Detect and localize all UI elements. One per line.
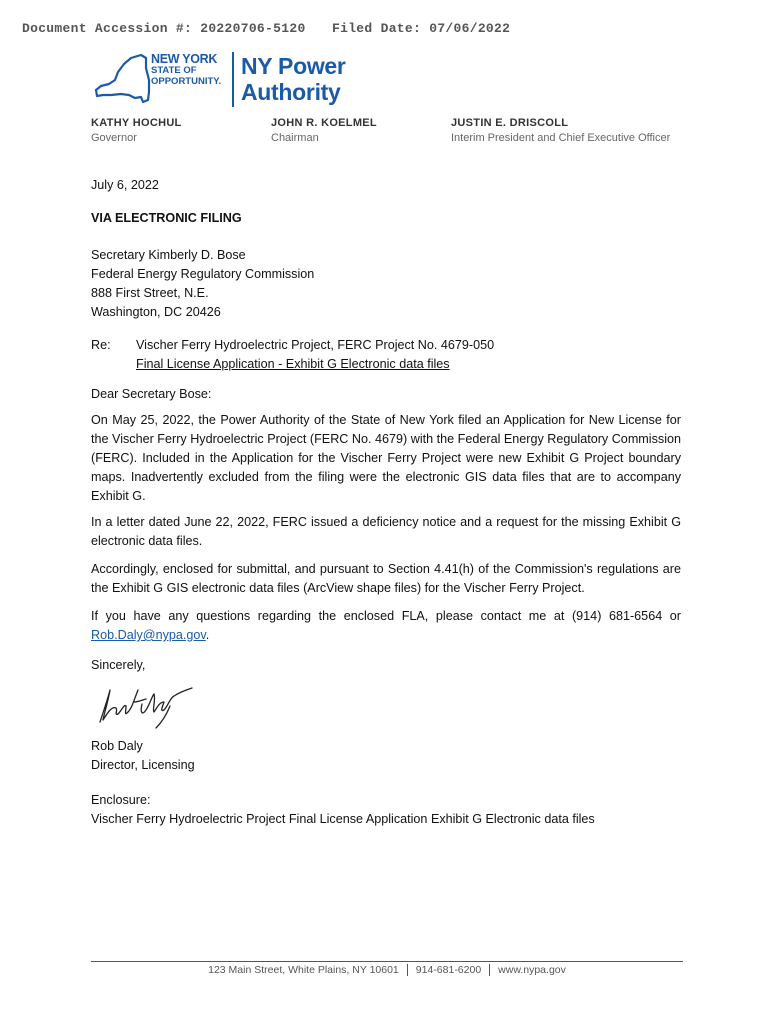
address-line: Washington, DC 20426 [91,305,221,319]
official-title: Governor [91,132,137,144]
state-tagline-line3: OPPORTUNITY. [151,76,222,87]
paragraph-3: Accordingly, enclosed for submittal, and pursuant to Section 4.41(h) of the Commission's regulations are the Exhibit G GIS electronic data files (ArcView shape files) for the Vischer Ferry Project. [91,562,681,595]
paragraph-2: In a letter dated June 22, 2022, FERC issued a deficiency notice and a request for the missing Exhibit G electronic data files. [91,515,681,548]
state-tagline-line2: STATE OF [151,65,197,76]
signature-image [94,680,204,730]
re-label: Re: [91,338,111,352]
re-block [91,336,681,374]
re-subject: Vischer Ferry Hydroelectric Project, FERC Project No. 4679-050 [136,338,495,352]
official-title: Interim President and Chief Executive Officer [451,132,671,144]
salutation: Dear Secretary Bose: [91,387,212,401]
official-title: Chairman [271,132,319,144]
logo-divider [232,52,234,107]
email-link[interactable]: Rob.Daly@nypa.gov [91,628,206,642]
paragraph-4-tail: . [205,628,210,642]
signer-name: Rob Daly [91,739,143,753]
re-subject-underlined: Final License Application - Exhibit G Electronic data files [136,357,450,371]
letter-date: July 6, 2022 [91,178,159,192]
accession-number: Document Accession #: 20220706-5120 [22,21,306,36]
address-line: 888 First Street, N.E. [91,286,209,300]
filed-date: Filed Date: 07/06/2022 [332,21,511,36]
official-name: KATHY HOCHUL [91,117,182,129]
footer-phone: 914-681-6200 [415,964,482,976]
paragraph-4 [91,607,681,645]
footer-address: 123 Main Street, White Plains, NY 10601 [208,964,399,976]
official-ceo [451,117,670,144]
official-chairman [271,117,377,144]
paragraph-1: On May 25, 2022, the Power Authority of the State of New York filed an Application for New License for the Vischer Ferry Hydroelectric Project (FERC No. 4679) with the Federal Energy Regulatory Commission (FERC). Included in the Application for the Vischer Ferry Project were new Exhibit G Project boundary maps. Inadvertently excluded from the filing were the electronic GIS data files that are to accompany Exhibit G. [91,413,681,503]
recipient-address [91,246,681,322]
address-line: Secretary Kimberly D. Bose [91,248,246,262]
official-governor [91,117,182,144]
footer-separator [489,964,490,976]
footer-separator [407,964,408,976]
delivery-method: VIA ELECTRONIC FILING [91,211,242,225]
official-name: JUSTIN E. DRISCOLL [451,117,569,129]
official-name: JOHN R. KOELMEL [271,117,377,129]
address-line: Federal Energy Regulatory Commission [91,267,315,281]
state-tagline [151,54,221,87]
signer-title: Director, Licensing [91,758,195,772]
signer-block [91,737,681,775]
state-name: NEW YORK [151,52,218,66]
nypa-wordmark [241,53,346,105]
footer-contact [91,964,683,976]
paragraph-4-text: If you have any questions regarding the enclosed FLA, please contact me at (914) 681-6564 or [91,609,681,623]
footer-divider [91,961,683,962]
enclosure-description: Vischer Ferry Hydroelectric Project Final License Application Exhibit G Electronic data files [91,812,595,826]
enclosure-label: Enclosure: [91,793,151,807]
org-name-line2: Authority [241,79,341,105]
footer-website: www.nypa.gov [498,964,566,976]
enclosure-block [91,791,681,829]
closing: Sincerely, [91,658,146,672]
org-name-line1: NY Power [241,53,346,79]
